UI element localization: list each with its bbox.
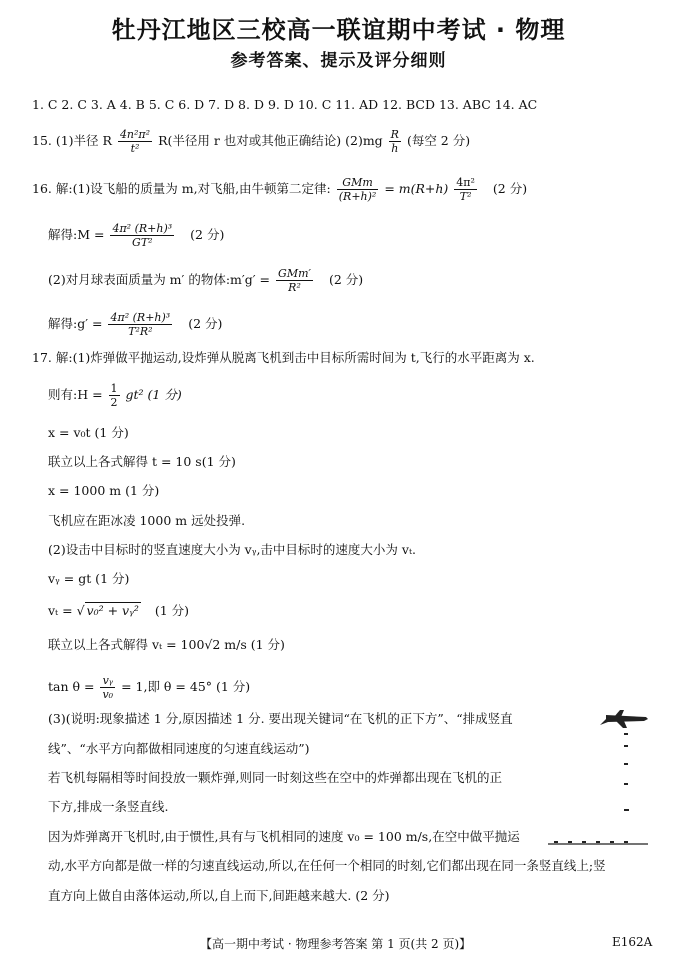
q15-f2-numerator: R	[390, 128, 399, 141]
q16-l1-fraction-1	[337, 176, 379, 203]
page-title: 牡丹江地区三校高一联谊期中考试 · 物理	[111, 16, 566, 44]
q16-l2-num: 4π² (R+h)³	[112, 222, 173, 235]
q17-line-11	[48, 674, 250, 701]
q17-line-8: vᵧ = gt (1 分)	[48, 571, 130, 586]
q15-f1-numerator: 4n²π²	[119, 128, 151, 141]
q17-line-15: 下方,排成一条竖直线.	[48, 799, 169, 814]
q15-answer	[32, 128, 470, 155]
q16-l1-f2-num: 4π²	[456, 176, 475, 189]
q15-fraction-1	[118, 128, 152, 155]
footer-page-info: 【高一期中考试 · 物理参考答案 第 1 页(共 2 页)】	[200, 937, 472, 951]
q16-l1-fraction-2	[454, 176, 477, 203]
q15-f2-denominator: h	[391, 142, 399, 155]
choice-answers: 1. C 2. C 3. A 4. B 5. C 6. D 7. D 8. D 9. D 10. C 11. AD 12. BCD 13. ABC 14. AC	[32, 97, 538, 112]
q17-line-2	[48, 382, 182, 409]
q17-l11-pre: tan θ =	[48, 679, 95, 694]
q16-l2-fraction	[110, 222, 174, 249]
q17-l9-tail: (1 分)	[154, 603, 190, 618]
q16-l1-f1-den: (R+h)²	[338, 190, 377, 203]
q16-l3-pre: (2)对月球表面质量为 m′ 的物体:m′g′ =	[48, 272, 271, 287]
q17-line-16: 因为炸弹离开飞机时,由于惯性,具有与飞机相同的速度 v₀ = 100 m/s,在空中做平抛运	[48, 829, 520, 844]
q17-l11-tail: = 1,即 θ = 45° (1 分)	[121, 679, 251, 694]
q17-line-7: (2)设击中目标时的竖直速度大小为 vᵧ,击中目标时的速度大小为 vₜ.	[48, 542, 417, 557]
q16-l4-fraction	[108, 311, 172, 338]
ground-line	[548, 842, 648, 844]
q17-l11-fraction	[100, 674, 115, 701]
q17-line-13: 线”、“水平方向都做相同速度的匀速直线运动”)	[48, 741, 310, 756]
q17-line-1: 17. 解:(1)炸弹做平抛运动,设炸弹从脱离飞机到击中目标所需时间为 t,飞行的水平距离为 x.	[32, 350, 535, 365]
q16-l4-tail: (2 分)	[188, 316, 223, 331]
q16-l4-pre: 解得:g′ =	[48, 316, 103, 331]
q17-l2-fraction	[109, 382, 120, 409]
q16-l2-tail: (2 分)	[190, 227, 225, 242]
q16-line-3	[48, 267, 363, 294]
q17-line-4: 联立以上各式解得 t = 10 s(1 分)	[48, 454, 236, 469]
q15-f1-denominator: t²	[130, 142, 140, 155]
q15-middle: R(半径用 r 也对或其他正确结论) (2)mg	[158, 133, 383, 148]
q17-line-5: x = 1000 m (1 分)	[48, 483, 160, 498]
q17-l2-pre: 则有:H =	[48, 387, 103, 402]
q16-l3-fraction	[276, 267, 313, 294]
q17-l2-den: 2	[110, 396, 118, 409]
q16-l1-f2-den: T²	[459, 190, 472, 203]
q16-l1-mid: = m(R+h)	[384, 181, 449, 196]
q16-line-2	[48, 222, 224, 249]
q16-line-1	[32, 176, 527, 203]
q17-line-17: 动,水平方向都是做一样的匀速直线运动,所以,在任何一个相同的时刻,它们都出现在同一条竖直线上;竖	[48, 858, 606, 873]
q15-fraction-2	[389, 128, 401, 155]
q16-l1-pre: 16. 解:(1)设飞船的质量为 m,对飞船,由牛顿第二定律:	[32, 181, 331, 196]
q16-l4-num: 4π² (R+h)³	[110, 311, 171, 324]
q17-line-14: 若飞机每隔相等时间投放一颗炸弹,则同一时刻这些在空中的炸弹都出现在飞机的正	[48, 770, 502, 785]
q16-l3-num: GMm′	[278, 267, 312, 280]
q17-line-9: vₜ = √ v₀² + vᵧ² (1 分)	[48, 603, 190, 618]
q17-l9-pre: vₜ =	[48, 603, 73, 618]
airplane-icon	[600, 710, 648, 728]
q16-l2-pre: 解得:M =	[48, 227, 105, 242]
q17-line-3: x = v₀t (1 分)	[48, 425, 129, 440]
q16-line-4	[48, 311, 222, 338]
q17-l9-root: v₀² + vᵧ²	[86, 603, 139, 618]
q17-l2-num: 1	[110, 382, 118, 395]
q15-head: 15. (1)半径 R	[32, 133, 112, 148]
q17-l11-num: vᵧ	[100, 674, 115, 688]
q16-l2-den: GT²	[132, 236, 153, 249]
q16-l3-den: R²	[288, 281, 301, 294]
q17-line-18: 直方向上做自由落体运动,所以,自上而下,间距越来越大. (2 分)	[48, 888, 390, 903]
q17-line-10: 联立以上各式解得 vₜ = 100√2 m/s (1 分)	[48, 637, 285, 652]
footer-code: E162A	[612, 935, 653, 949]
q16-l1-tail: (2 分)	[492, 181, 528, 196]
q17-l11-den: v₀	[102, 688, 114, 701]
page-subtitle: 参考答案、提示及评分细则	[230, 51, 447, 71]
q15-tail: (每空 2 分)	[406, 133, 471, 148]
q17-line-12: (3)(说明:现象描述 1 分,原因描述 1 分. 要出现关键词“在飞机的正下方”、“排成竖直	[48, 711, 513, 726]
q16-l3-tail: (2 分)	[329, 272, 364, 287]
q17-line-6: 飞机应在距冰凌 1000 m 远处投弹.	[48, 513, 246, 528]
q16-l1-f1-num: GMm	[337, 176, 379, 190]
falling-bombs	[624, 733, 629, 811]
bomb-drop-figure	[548, 705, 658, 855]
q16-l4-den: T²R²	[128, 325, 153, 338]
q17-l2-tail: gt² (1 分)	[125, 387, 182, 402]
